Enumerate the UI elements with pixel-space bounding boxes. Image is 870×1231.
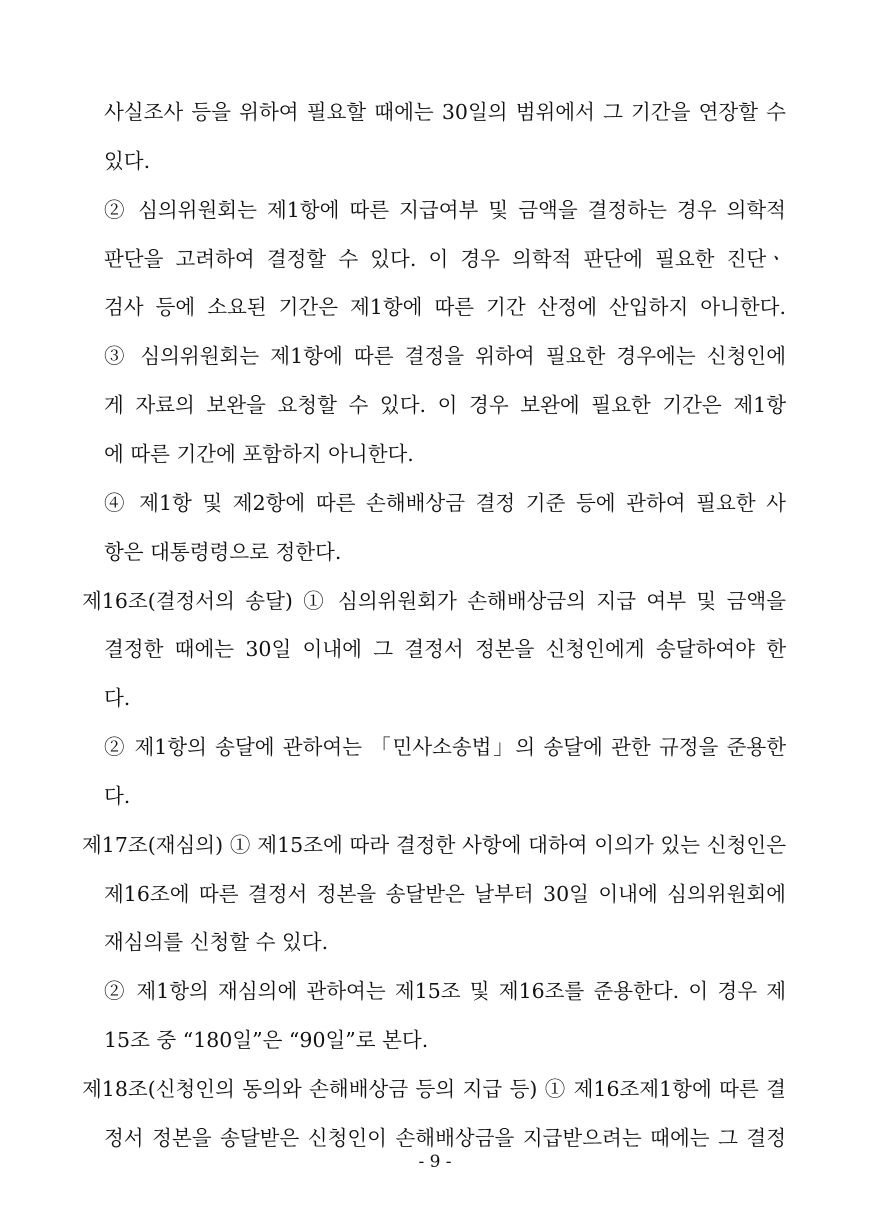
text-line: 15조 중 “180일”은 “90일”로 본다.: [104, 1028, 429, 1052]
text-line: 재심의를 신청할 수 있다.: [104, 930, 329, 954]
text-line: 있다.: [104, 149, 151, 173]
text-line: ③ 심의위원회는 제1항에 따른 결정을 위하여 필요한 경우에는 신청인에: [104, 344, 786, 368]
text-line: ④ 제1항 및 제2항에 따른 손해배상금 결정 기준 등에 관하여 필요한 사: [104, 491, 786, 515]
text-line: 게 자료의 보완을 요청할 수 있다. 이 경우 보완에 필요한 기간은 제1항: [104, 393, 786, 417]
article-heading-line: 제17조(재심의) ① 제15조에 따라 결정한 사항에 대하여 이의가 있는 신청인은: [82, 833, 786, 857]
text-line: 항은 대통령령으로 정한다.: [104, 540, 342, 564]
text-line: 에 따른 기간에 포함하지 아니한다.: [104, 442, 414, 466]
text-line: 정서 정본을 송달받은 신청인이 손해배상금을 지급받으려는 때에는 그 결정: [104, 1126, 786, 1150]
text-line: ② 심의위원회는 제1항에 따른 지급여부 및 금액을 결정하는 경우 의학적: [104, 198, 786, 222]
text-line: 제16조에 따른 결정서 정본을 송달받은 날부터 30일 이내에 심의위원회에: [104, 882, 786, 906]
article-heading-line: 제18조(신청인의 동의와 손해배상금 등의 지급 등) ① 제16조제1항에 따른 결: [82, 1077, 786, 1101]
text-line: 다.: [104, 686, 131, 710]
text-line: 사실조사 등을 위하여 필요할 때에는 30일의 범위에서 그 기간을 연장할 수: [104, 100, 786, 124]
article-heading-line: 제16조(결정서의 송달) ① 심의위원회가 손해배상금의 지급 여부 및 금액을: [82, 589, 786, 613]
text-line: 다.: [104, 784, 131, 808]
text-line: 판단을 고려하여 결정할 수 있다. 이 경우 의학적 판단에 필요한 진단ㆍ: [104, 247, 786, 271]
page-number: - 9 -: [418, 1152, 452, 1172]
text-line: 검사 등에 소요된 기간은 제1항에 따른 기간 산정에 산입하지 아니한다.: [104, 295, 786, 319]
text-line: 결정한 때에는 30일 이내에 그 결정서 정본을 신청인에게 송달하여야 한: [104, 637, 786, 661]
text-line: ② 제1항의 재심의에 관하여는 제15조 및 제16조를 준용한다. 이 경우 제: [104, 979, 786, 1003]
text-line: ② 제1항의 송달에 관하여는 「민사소송법」의 송달에 관한 규정을 준용한: [104, 735, 786, 759]
